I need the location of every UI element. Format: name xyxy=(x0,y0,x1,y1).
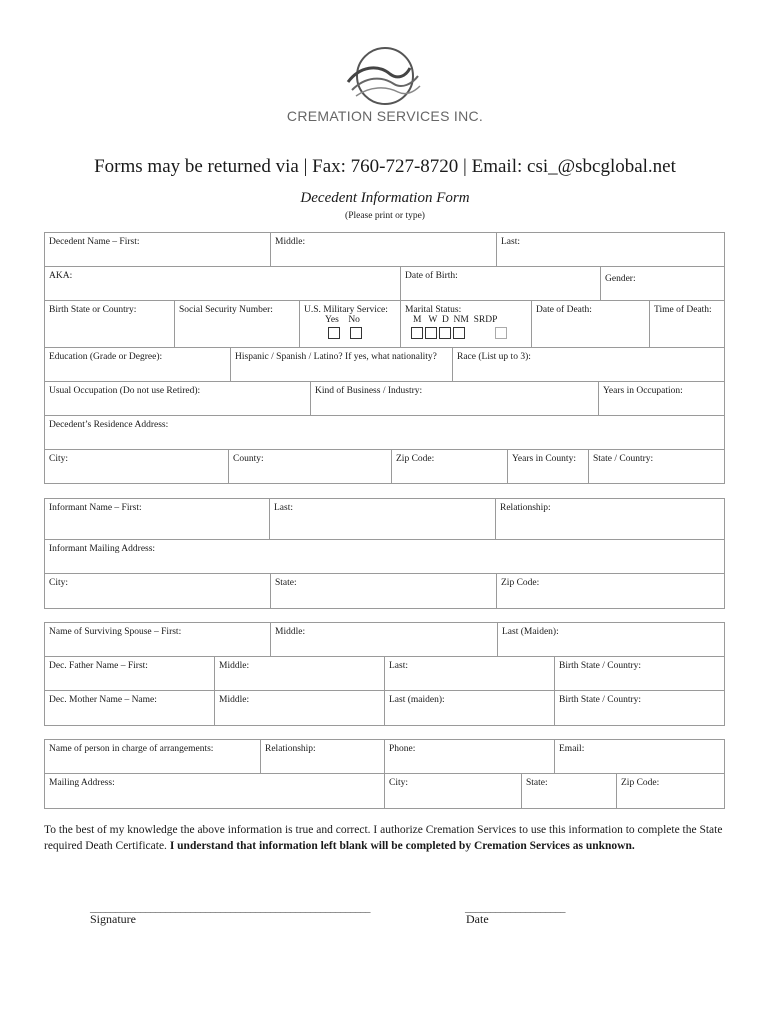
years-occupation-field[interactable]: Years in Occupation: xyxy=(603,386,683,396)
decedent-middle-field[interactable]: Middle: xyxy=(271,233,497,266)
hispanic-field[interactable]: Hispanic / Spanish / Latino? If yes, what nationality? xyxy=(231,348,453,381)
father-middle-field[interactable]: Middle: xyxy=(215,657,385,690)
arranger-name-field[interactable]: Name of person in charge of arrangements: xyxy=(45,740,261,773)
signature-label: Signature xyxy=(90,912,136,926)
arrangements-section xyxy=(44,739,725,809)
arranger-email-field[interactable]: Email: xyxy=(559,744,585,754)
spouse-last-field[interactable]: Last (Maiden): xyxy=(502,627,559,637)
birth-state-field[interactable]: Birth State or Country: xyxy=(45,301,175,347)
informant-relationship-field[interactable]: Relationship: xyxy=(500,503,551,513)
dod-field[interactable]: Date of Death: xyxy=(532,301,650,347)
residence-address-field[interactable]: Decedent’s Residence Address: xyxy=(49,420,169,430)
father-birth-field[interactable]: Birth State / Country: xyxy=(559,661,642,671)
father-first-field[interactable]: Dec. Father Name – First: xyxy=(45,657,215,690)
mother-last-field[interactable]: Last (maiden): xyxy=(385,691,555,725)
gender-field[interactable]: Gender: xyxy=(605,274,636,284)
company-logo xyxy=(340,46,430,108)
informant-state-field[interactable]: State: xyxy=(271,574,497,608)
arranger-mailing-field[interactable]: Mailing Address: xyxy=(45,774,385,808)
mother-birth-field[interactable]: Birth State / Country: xyxy=(559,695,642,705)
military-field: U.S. Military Service: Yes No xyxy=(300,301,401,347)
informant-mailing-field[interactable]: Informant Mailing Address: xyxy=(49,544,156,554)
arranger-state-field[interactable]: State: xyxy=(522,774,617,808)
years-in-county-field[interactable]: Years in County: xyxy=(508,450,589,483)
decedent-last-field[interactable]: Last: xyxy=(501,237,520,247)
informant-first-field[interactable]: Informant Name – First: xyxy=(45,499,270,539)
informant-last-field[interactable]: Last: xyxy=(270,499,496,539)
statement-bold-text: I understand that information left blank will be completed by Cremation Services as unknown. xyxy=(169,839,635,852)
informant-city-field[interactable]: City: xyxy=(45,574,271,608)
signature-line[interactable]: ________________________________________________________ xyxy=(90,902,370,914)
aka-field[interactable]: AKA: xyxy=(45,267,401,300)
race-field[interactable]: Race (List up to 3): xyxy=(457,352,531,362)
company-name: CREMATION SERVICES INC. xyxy=(286,108,484,124)
informant-section xyxy=(44,498,725,609)
marital-d-checkbox[interactable] xyxy=(439,327,451,339)
date-line[interactable]: ____________________ xyxy=(465,902,565,914)
tod-field[interactable]: Time of Death: xyxy=(654,305,712,315)
military-yes-checkbox[interactable] xyxy=(328,327,340,339)
marital-field: Marital Status: M W D NM SRDP xyxy=(401,301,532,347)
marital-nm-checkbox[interactable] xyxy=(453,327,465,339)
residence-city-field[interactable]: City: xyxy=(45,450,229,483)
authorization-statement xyxy=(44,823,734,854)
contact-line: Forms may be returned via | Fax: 760-727-8720 | Email: csi_@sbcglobal.net xyxy=(94,156,676,177)
residence-zip-field[interactable]: Zip Code: xyxy=(392,450,508,483)
marital-srdp-checkbox[interactable] xyxy=(495,327,507,339)
residence-county-field[interactable]: County: xyxy=(229,450,392,483)
family-section xyxy=(44,622,725,726)
marital-m-checkbox[interactable] xyxy=(411,327,423,339)
arranger-zip-field[interactable]: Zip Code: xyxy=(621,778,660,788)
occupation-field[interactable]: Usual Occupation (Do not use Retired): xyxy=(45,382,311,415)
form-title: Decedent Information Form xyxy=(300,190,470,206)
residence-state-field[interactable]: State / Country: xyxy=(593,454,654,464)
form-subtitle: (Please print or type) xyxy=(345,211,425,221)
military-no-checkbox[interactable] xyxy=(350,327,362,339)
arranger-relationship-field[interactable]: Relationship: xyxy=(261,740,385,773)
ssn-field[interactable]: Social Security Number: xyxy=(175,301,300,347)
decedent-first-field[interactable]: Decedent Name – First: xyxy=(45,233,271,266)
education-field[interactable]: Education (Grade or Degree): xyxy=(45,348,231,381)
arranger-city-field[interactable]: City: xyxy=(385,774,522,808)
marital-w-checkbox[interactable] xyxy=(425,327,437,339)
decedent-section xyxy=(44,232,725,484)
informant-zip-field[interactable]: Zip Code: xyxy=(501,578,540,588)
business-field[interactable]: Kind of Business / Industry: xyxy=(311,382,599,415)
dob-field[interactable]: Date of Birth: xyxy=(401,267,601,300)
arranger-phone-field[interactable]: Phone: xyxy=(385,740,555,773)
statement-text: To the best of my knowledge the above information is true and correct. I authorize Cremation Services to use this information to complete the State required Death Certificate. xyxy=(44,824,723,852)
date-label: Date xyxy=(466,912,489,926)
spouse-first-field[interactable]: Name of Surviving Spouse – First: xyxy=(45,623,271,656)
father-last-field[interactable]: Last: xyxy=(385,657,555,690)
spouse-middle-field[interactable]: Middle: xyxy=(271,623,498,656)
mother-first-field[interactable]: Dec. Mother Name – Name: xyxy=(45,691,215,725)
mother-middle-field[interactable]: Middle: xyxy=(215,691,385,725)
